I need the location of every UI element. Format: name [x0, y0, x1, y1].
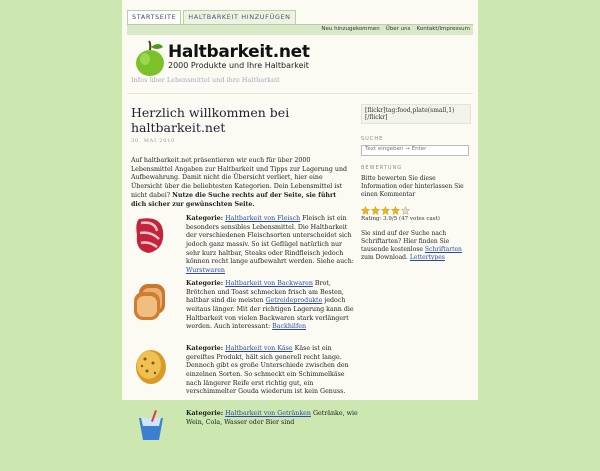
tab-startseite[interactable]: STARTSEITE [127, 10, 181, 24]
header-divider [127, 93, 473, 94]
category-text [186, 215, 358, 275]
link-ueber-uns[interactable]: Über uns [385, 26, 411, 32]
rating-stars[interactable] [361, 206, 471, 215]
intro-text: Auf haltbarkeit.net präsentieren wir euch für über 2000 Lebensmittel Angaben zur Haltbarkeit und Tipps zur Lagerung und Aufbewahrung. Damit nicht die Übersicht verliert, hier eine Übersicht über die beliebtesten Kategorien. Dein Lebensmittel ist nicht dabei? [131, 157, 348, 199]
category-fleisch [131, 215, 354, 276]
post-intro [131, 157, 351, 209]
star-icon[interactable] [381, 206, 390, 215]
category-desc: Brot, Brötchen und Toast schmecken frisch am Besten, haltbar sind die meisten [186, 280, 344, 305]
fonts-promo [361, 230, 471, 262]
category-backwaren [131, 280, 354, 341]
link-fleisch[interactable]: Haltbarkeit von Fleisch [225, 215, 301, 223]
category-text [186, 345, 358, 397]
category-desc: Getränke, wie Wein, Cola, Wasser oder Bier sind [186, 410, 358, 426]
rating-heading: BEWERTUNG [361, 165, 403, 171]
search-input[interactable]: Text eingeben → Enter [361, 145, 469, 156]
link-neu[interactable]: Neu hinzugekommen [321, 26, 380, 32]
site-title[interactable]: Haltbarkeit.net [168, 42, 310, 62]
category-prefix: Kategorie: [186, 410, 224, 418]
meat-icon [131, 215, 169, 255]
category-prefix: Kategorie: [186, 280, 224, 288]
star-icon[interactable] [401, 206, 410, 215]
post-date: 30. MAI 2010 [131, 138, 176, 144]
category-text [186, 410, 358, 427]
rating-text: Bitte bewerten Sie diese Information oder hinterlassen Sie einen Kommentar [361, 175, 464, 198]
sidebar [361, 104, 471, 262]
star-icon[interactable] [361, 206, 370, 215]
bread-icon [131, 280, 171, 322]
category-text [186, 280, 358, 332]
category-desc-2: jedoch weitaus länger. Mit der richtigen Lagerung kann die Haltbarkeit von vielen Backwaren stark verlängert werden. Auch interessant: [186, 297, 354, 331]
category-getraenke [131, 410, 358, 471]
tab-haltbarkeit-hinzufuegen[interactable]: HALTBARKEIT HINZUFÜGEN [183, 10, 295, 24]
site-tagline: Infos über Lebensmittel und ihre Haltbarkeit [131, 76, 280, 84]
rating-label: Rating: 3.9/5 (47 votes cast) [361, 216, 440, 222]
star-icon[interactable] [391, 206, 400, 215]
top-tabs [127, 10, 296, 24]
link-lettertypes[interactable]: Lettertypes [409, 254, 445, 261]
apple-logo-icon[interactable] [133, 39, 167, 77]
link-getraenke[interactable]: Haltbarkeit von Getränken [225, 410, 311, 418]
link-schriftarten[interactable]: Schriftarten [424, 246, 462, 253]
link-wurstwaren[interactable]: Wurstwaren [186, 266, 225, 274]
site-subtitle: 2000 Produkte und Ihre Haltbarkeit [168, 61, 309, 70]
category-desc: Fleisch ist ein besonders sensibles Lebensmittel. Die Haltbarkeit der verschiedenen Fleischsorten unterscheidet sich jedoch ganz massiv. So ist Geflügel natürlich nur sehr kurz haltbar, Steaks oder Rindfleisch jedoch können recht lange aufbewahrt werden. Siehe auch: [186, 215, 354, 266]
link-getreideprodukte[interactable]: Getreideprodukte [265, 297, 323, 305]
cheese-icon [131, 345, 171, 387]
drink-icon [131, 410, 171, 440]
fonts-text-2: zum Download. [361, 254, 408, 261]
link-backwaren[interactable]: Haltbarkeit von Backwaren [225, 280, 313, 288]
flickr-widget: [flickr]tag:food,plate(small,1)[/flickr] [361, 104, 471, 124]
category-prefix: Kategorie: [186, 215, 224, 223]
category-prefix: Kategorie: [186, 345, 224, 353]
search-heading: SUCHE [361, 136, 384, 142]
category-desc: Käse ist ein gereiftes Produkt, hält sich generell recht lange. Dennoch gibt es große Unterschiede zwischen den einzelnen Sorten. So schmeckt ein Schimmelkäse nach längerer Reife erst richtig gut, ein verschimmelter Gouda wiederum ist kein Genuss. [186, 345, 349, 396]
category-kaese [131, 345, 351, 406]
link-kaese[interactable]: Haltbarkeit von Käse [225, 345, 293, 353]
fonts-text: Sie sind auf der Suche nach Schriftarten? Hier finden Sie tausende kostenlose [361, 230, 450, 253]
post-title[interactable]: Herzlich willkommen bei haltbarkeit.net [131, 105, 290, 135]
top-links [321, 24, 470, 34]
link-backhilfen[interactable]: Backhilfen [272, 323, 307, 331]
star-icon[interactable] [371, 206, 380, 215]
intro-bold-text: Nutze die Suche rechts auf der Seite, sie führt dich sicher zur gewünschten Seite. [131, 191, 337, 208]
link-kontakt[interactable]: Kontakt/Impressum [416, 26, 470, 32]
main-content [131, 105, 358, 471]
